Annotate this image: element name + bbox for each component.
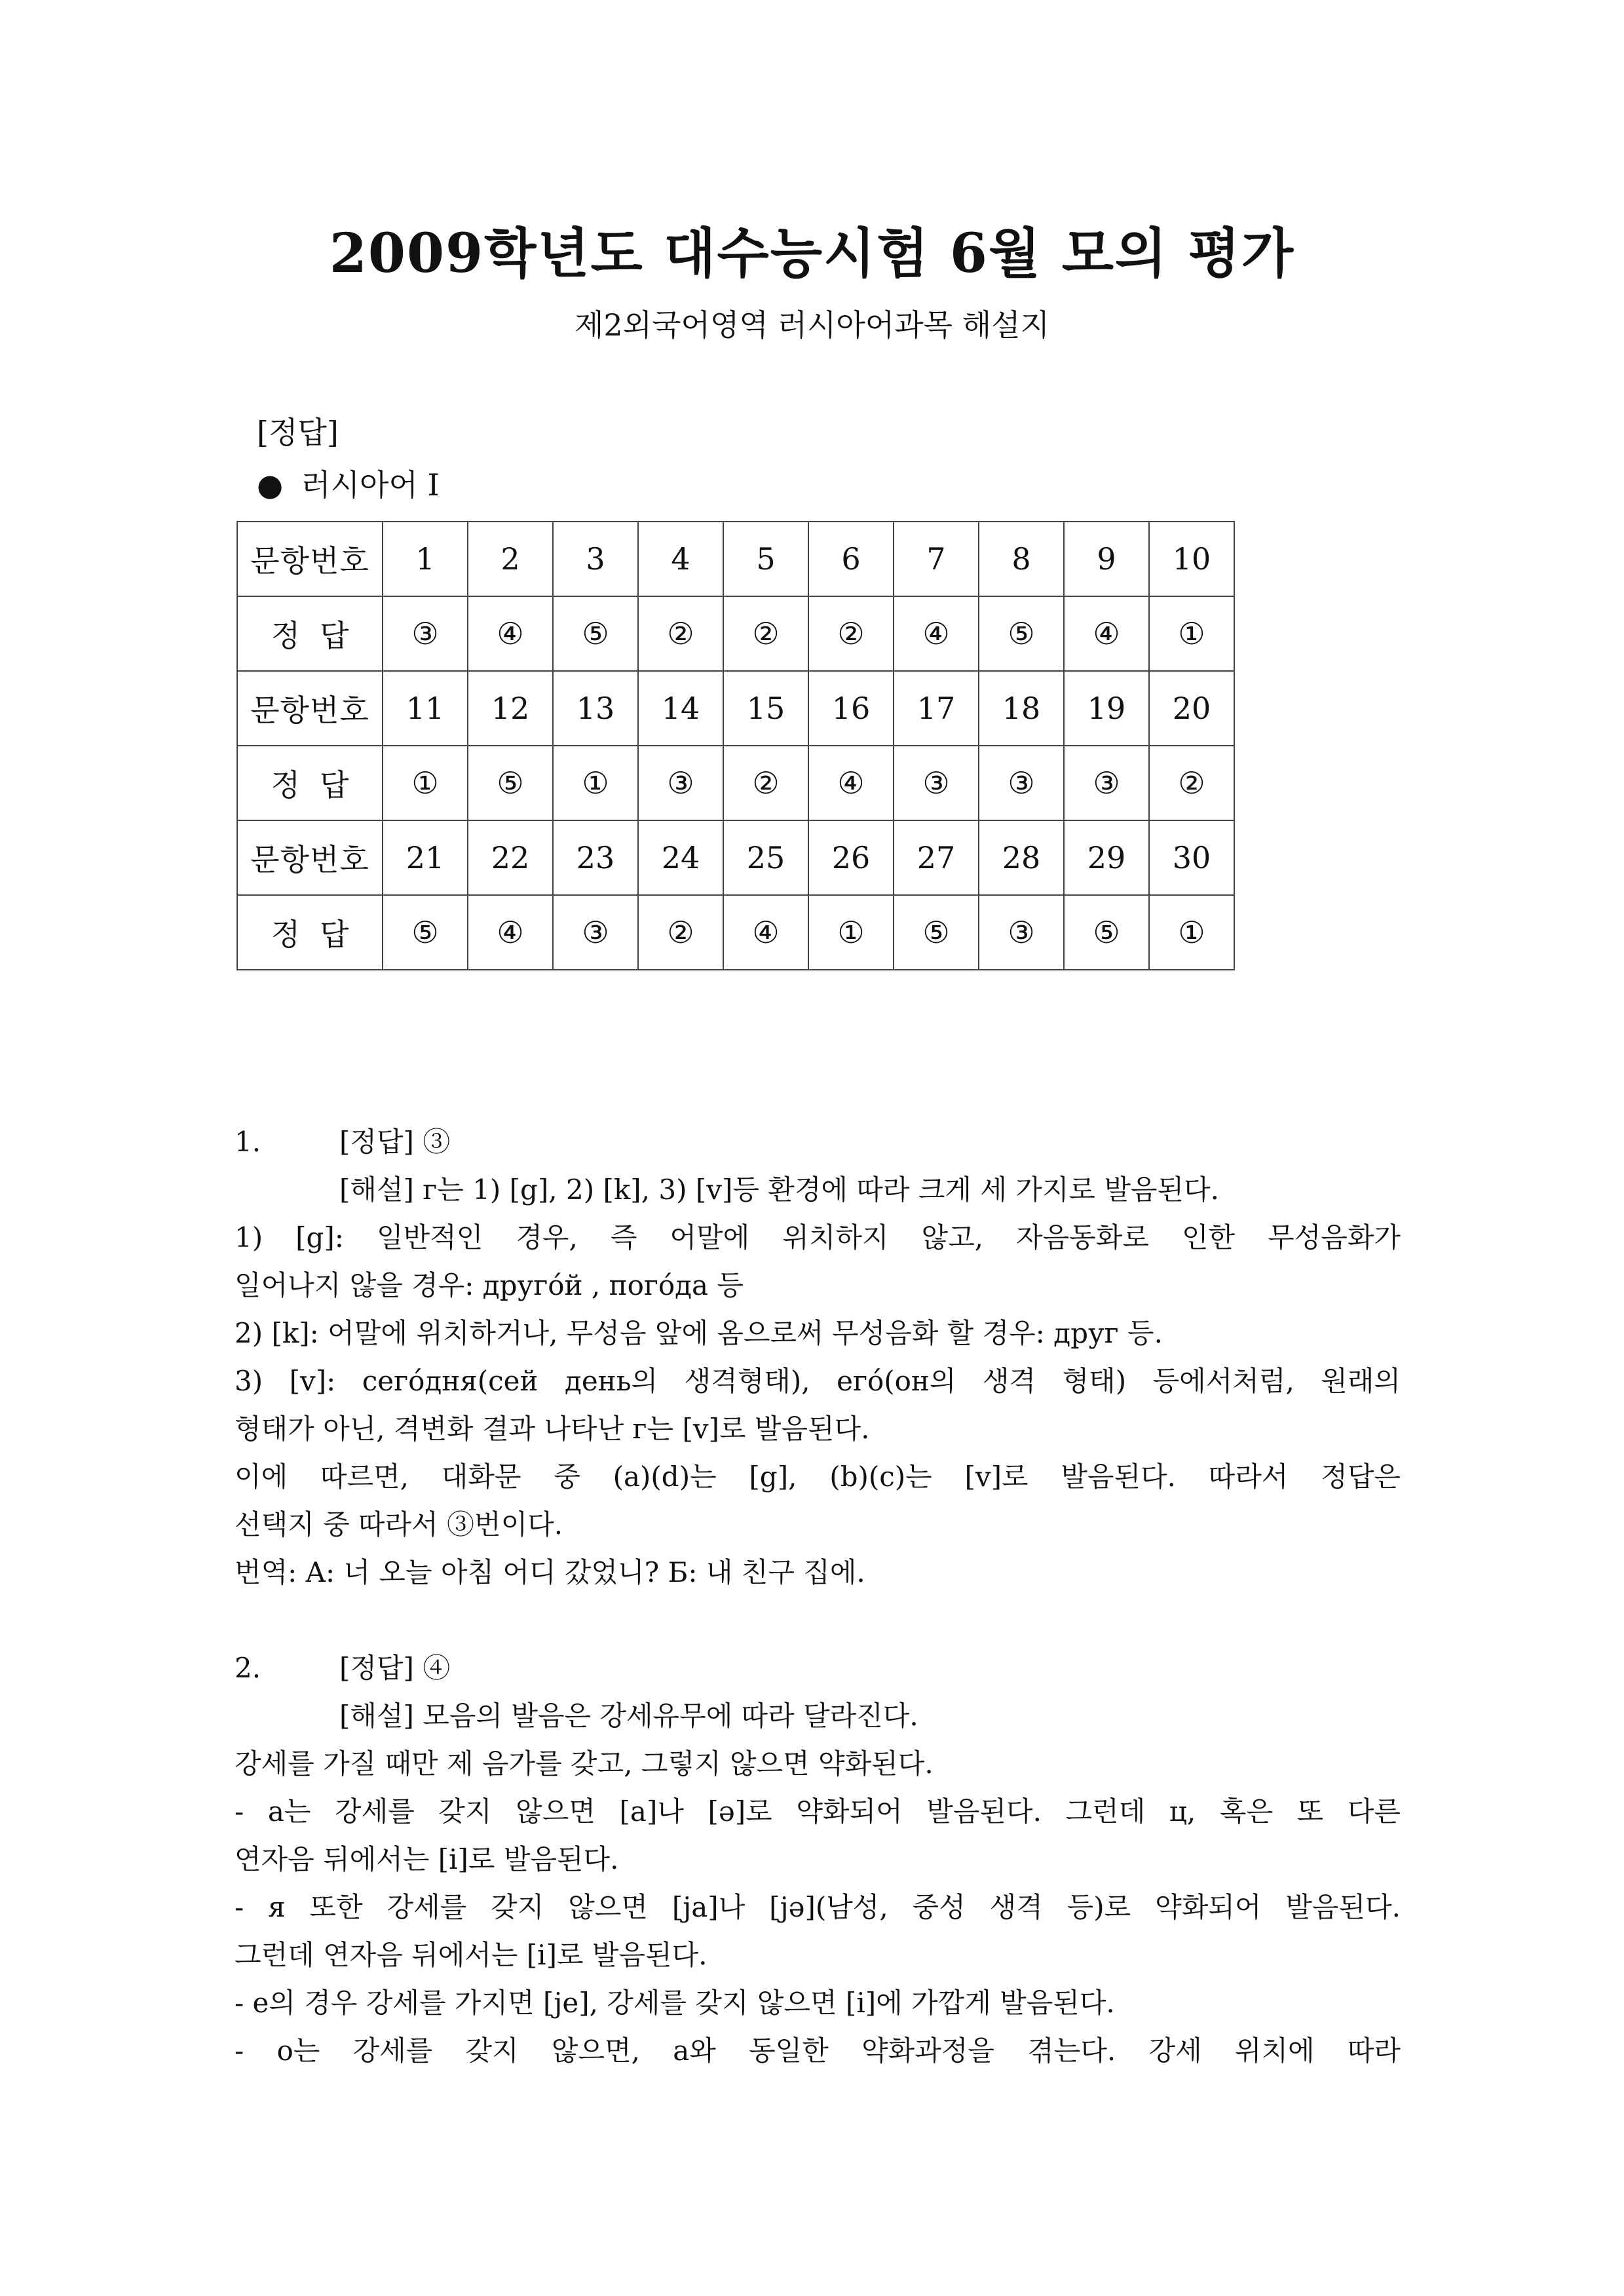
question-number-cell: 16 (808, 671, 894, 746)
answer-cell: ② (1149, 746, 1234, 820)
question-number-cell: 24 (638, 820, 723, 895)
question-number-cell: 13 (553, 671, 638, 746)
q1-line: 일어나지 않을 경우: друго́й , пого́да 등 (235, 1269, 744, 1301)
answer-cell: ① (1149, 596, 1234, 671)
document-title: 2009학년도 대수능시험 6월 모의 평가 (329, 222, 1295, 285)
q2-line: - o는 강세를 갖지 않으면, a와 동일한 약화과정을 겪는다. 강세 위치에 따라 (235, 2035, 1401, 2067)
question-number-row (237, 671, 1234, 746)
answer-cell: ③ (638, 746, 723, 820)
question-number-cell: 23 (553, 820, 638, 895)
q2-line: [해설] 모음의 발음은 강세유무에 따라 달라진다. (339, 1700, 918, 1732)
answer-cell: ③ (894, 746, 979, 820)
q2-line: - я 또한 강세를 갖지 않으면 [ja]나 [jə](남성, 중성 생격 등)로 약화되어 발음된다. (235, 1891, 1401, 1923)
answer-row (237, 596, 1234, 671)
question-number-cell: 21 (383, 820, 468, 895)
question-number-cell: 10 (1149, 522, 1234, 596)
answer-cell: ③ (979, 895, 1064, 970)
question-number-cell: 20 (1149, 671, 1234, 746)
answer-cell: ② (638, 596, 723, 671)
answer-cell: ① (383, 746, 468, 820)
answer-cell: ② (723, 746, 808, 820)
answer-header: 정답 (237, 746, 383, 820)
q1-header (235, 1118, 1401, 1166)
answer-cell: ⑤ (553, 596, 638, 671)
q1-line: 1) [g]: 일반적인 경우, 즉 어말에 위치하지 않고, 자음동화로 인한 무성음화가 (235, 1221, 1401, 1253)
answer-cell: ⑤ (383, 895, 468, 970)
q1-line: 형태가 아닌, 격변화 결과 나타난 г는 [v]로 발음된다. (235, 1413, 870, 1445)
answer-cell: ② (808, 596, 894, 671)
question-number-cell: 14 (638, 671, 723, 746)
answer-cell: ③ (553, 895, 638, 970)
level-heading (257, 461, 440, 505)
q2-line: 강세를 가질 때만 제 음가를 갖고, 그렇지 않으면 약화된다. (235, 1748, 934, 1780)
q1-line: 2) [k]: 어말에 위치하거나, 무성음 앞에 옴으로써 무성음화 할 경우: друг 등. (235, 1317, 1163, 1349)
q2-line: 그런데 연자음 뒤에서는 [i]로 발음된다. (235, 1939, 708, 1971)
question-number-cell: 18 (979, 671, 1064, 746)
question-number-cell: 4 (638, 522, 723, 596)
q1-line: [해설] г는 1) [g], 2) [k], 3) [v]등 환경에 따라 크게 세 가지로 발음된다. (339, 1174, 1219, 1206)
explanations (235, 1118, 1401, 2075)
answer-cell: ③ (1064, 746, 1149, 820)
answer-cell: ④ (468, 596, 553, 671)
question-number-cell: 9 (1064, 522, 1149, 596)
question-number-header: 문항번호 (237, 522, 383, 596)
question-number-header: 문항번호 (237, 671, 383, 746)
q2-header (235, 1644, 1401, 1692)
question-number-cell: 15 (723, 671, 808, 746)
q1-answer: [정답] ③ (339, 1126, 451, 1158)
q2-number: 2. (235, 1652, 261, 1684)
level-label: 러시아어 Ⅰ (301, 467, 440, 503)
question-number-cell: 29 (1064, 820, 1149, 895)
answer-cell: ④ (468, 895, 553, 970)
q1-line: 선택지 중 따라서 ③번이다. (235, 1508, 563, 1540)
answer-cell: ⑤ (979, 596, 1064, 671)
question-number-cell: 28 (979, 820, 1064, 895)
question-number-cell: 2 (468, 522, 553, 596)
answer-row (237, 746, 1234, 820)
question-number-cell: 1 (383, 522, 468, 596)
question-number-cell: 7 (894, 522, 979, 596)
answer-cell: ① (553, 746, 638, 820)
question-number-cell: 19 (1064, 671, 1149, 746)
question-number-cell: 17 (894, 671, 979, 746)
question-number-header: 문항번호 (237, 820, 383, 895)
answer-cell: ④ (894, 596, 979, 671)
q1-line: 번역: A: 너 오늘 아침 어디 갔었니? Б: 내 친구 집에. (235, 1556, 865, 1588)
answer-cell: ④ (808, 746, 894, 820)
answers-heading: [정답] (257, 415, 339, 450)
spacer (235, 1596, 1401, 1644)
question-number-cell: 30 (1149, 820, 1234, 895)
q1-number: 1. (235, 1126, 261, 1158)
question-number-row (237, 522, 1234, 596)
answer-cell: ④ (1064, 596, 1149, 671)
q2-line: 연자음 뒤에서는 [i]로 발음된다. (235, 1843, 619, 1875)
question-number-cell: 3 (553, 522, 638, 596)
answer-cell: ③ (979, 746, 1064, 820)
answer-cell: ⑤ (894, 895, 979, 970)
answer-cell: ② (638, 895, 723, 970)
answer-cell: ③ (383, 596, 468, 671)
answer-cell: ⑤ (468, 746, 553, 820)
q2-answer: [정답] ④ (339, 1652, 451, 1684)
question-number-cell: 6 (808, 522, 894, 596)
question-number-cell: 5 (723, 522, 808, 596)
answer-cell: ② (723, 596, 808, 671)
answer-row (237, 895, 1234, 970)
q2-line: - a는 강세를 갖지 않으면 [a]나 [ə]로 약화되어 발음된다. 그런데 ц, 혹은 또 다른 (235, 1795, 1401, 1827)
question-number-cell: 11 (383, 671, 468, 746)
answer-cell: ① (1149, 895, 1234, 970)
question-number-cell: 26 (808, 820, 894, 895)
document-subtitle: 제2외국어영역 러시아어과목 해설지 (574, 307, 1050, 343)
question-number-cell: 27 (894, 820, 979, 895)
question-number-cell: 8 (979, 522, 1064, 596)
bullet-icon: ● (257, 467, 284, 503)
answer-header: 정답 (237, 895, 383, 970)
answer-table (236, 521, 1235, 970)
answer-cell: ④ (723, 895, 808, 970)
question-number-cell: 12 (468, 671, 553, 746)
question-number-row (237, 820, 1234, 895)
answer-cell: ① (808, 895, 894, 970)
answer-header: 정답 (237, 596, 383, 671)
q1-line: 이에 따르면, 대화문 중 (a)(d)는 [g], (b)(c)는 [v]로 발음된다. 따라서 정답은 (235, 1461, 1401, 1493)
answer-cell: ⑤ (1064, 895, 1149, 970)
q2-line: - e의 경우 강세를 가지면 [je], 강세를 갖지 않으면 [i]에 가깝게 발음된다. (235, 1987, 1115, 2019)
question-number-cell: 25 (723, 820, 808, 895)
question-number-cell: 22 (468, 820, 553, 895)
q1-line: 3) [v]: сего́дня(сей день의 생격형태), его́(он의 생격 형태) 등에서처럼, 원래의 (235, 1365, 1401, 1397)
